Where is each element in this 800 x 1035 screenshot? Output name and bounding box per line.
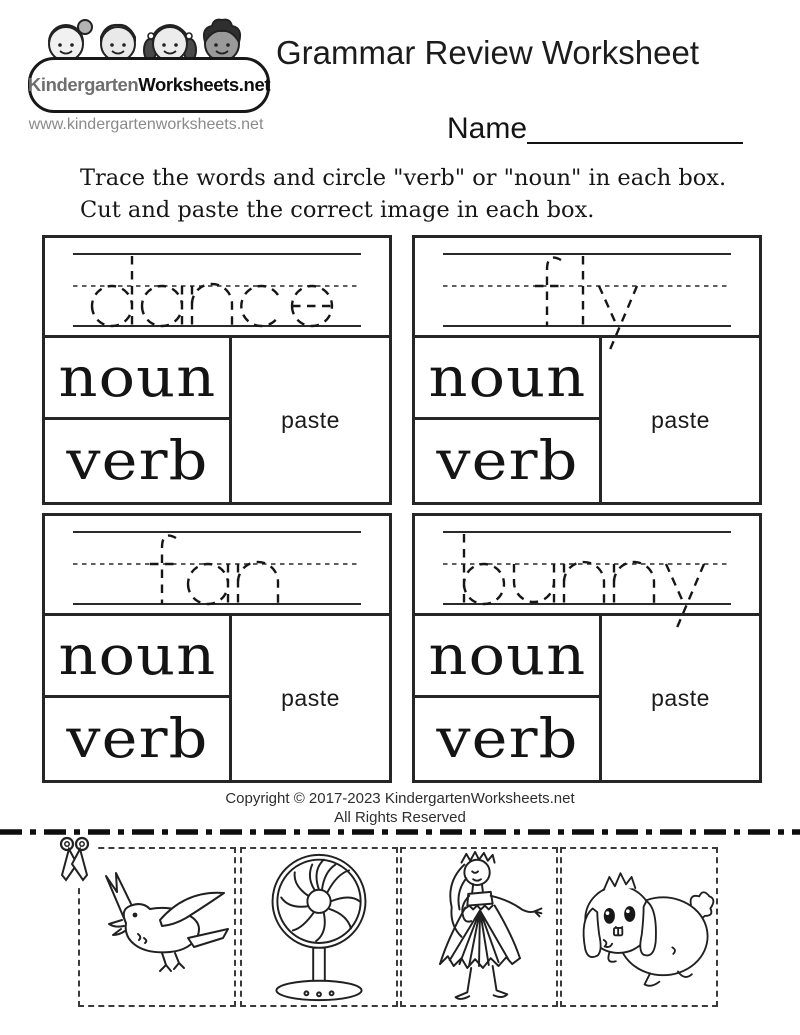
page-title: Grammar Review Worksheet	[276, 34, 699, 71]
paste-label: paste	[651, 684, 710, 711]
instructions-line-1: Trace the words and circle "verb" or "noun" in each box.	[80, 165, 727, 191]
verb-label: verb	[435, 429, 579, 492]
rights-line: All Rights Reserved	[334, 809, 466, 826]
cut-here-line	[0, 826, 800, 838]
noun-choice	[45, 616, 232, 698]
verb-label: verb	[65, 429, 209, 492]
word-box-dance	[42, 235, 392, 505]
trace-word-path	[464, 534, 704, 630]
paste-label: paste	[281, 406, 340, 433]
copyright-line: Copyright © 2017-2023 KindergartenWorksheets.net	[225, 790, 575, 807]
verb-choice	[415, 420, 602, 502]
cutout-box-fan	[240, 847, 398, 1007]
paste-label: paste	[651, 406, 710, 433]
verb-choice	[415, 698, 602, 780]
word-box-fan	[42, 513, 392, 783]
logo-brand-gray: Kindergarten	[27, 74, 139, 95]
verb-choice	[45, 420, 232, 502]
trace-area	[45, 516, 389, 616]
word-box-fly	[412, 235, 762, 505]
logo-banner	[28, 57, 270, 113]
cutout-box-hula	[400, 847, 558, 1007]
cutout-box-bunny	[560, 847, 718, 1007]
hula-dancer-image	[410, 849, 548, 1005]
cutout-box-bird	[78, 847, 236, 1007]
trace-word-path	[150, 536, 278, 604]
paste-area	[232, 616, 389, 780]
paste-area	[602, 616, 759, 780]
bunny-rabbit-image	[563, 859, 715, 995]
paste-label: paste	[281, 684, 340, 711]
noun-label: noun	[428, 623, 586, 687]
trace-area	[45, 238, 389, 338]
name-field-row	[447, 112, 743, 144]
paste-area	[602, 338, 759, 502]
verb-label: verb	[65, 707, 209, 770]
trace-word-path	[92, 256, 332, 326]
noun-label: noun	[58, 623, 216, 687]
scissors-icon	[54, 835, 98, 885]
verb-choice	[45, 698, 232, 780]
noun-choice	[45, 338, 232, 420]
pedestal-fan-image	[256, 851, 382, 1003]
trace-area	[415, 238, 759, 338]
noun-label: noun	[58, 345, 216, 409]
noun-choice	[415, 338, 602, 420]
trace-word-svg	[45, 516, 389, 613]
copyright-block	[0, 789, 800, 827]
trace-word-svg	[415, 516, 759, 613]
trace-word-path	[535, 256, 637, 352]
instructions-line-2: Cut and paste the correct image in each box.	[80, 197, 595, 223]
paste-area	[232, 338, 389, 502]
trace-word-svg	[45, 238, 389, 335]
logo-brand-black: Worksheets.net	[138, 74, 271, 95]
instructions-text	[80, 162, 726, 226]
logo-url: www.kindergartenworksheets.net	[28, 116, 264, 133]
trace-area	[415, 516, 759, 616]
name-label: Name	[447, 112, 528, 145]
word-box-bunny	[412, 513, 762, 783]
bird-flying-image	[82, 868, 232, 986]
noun-choice	[415, 616, 602, 698]
verb-label: verb	[435, 707, 579, 770]
name-blank-line	[527, 112, 743, 144]
trace-word-svg	[415, 238, 759, 335]
noun-label: noun	[428, 345, 586, 409]
